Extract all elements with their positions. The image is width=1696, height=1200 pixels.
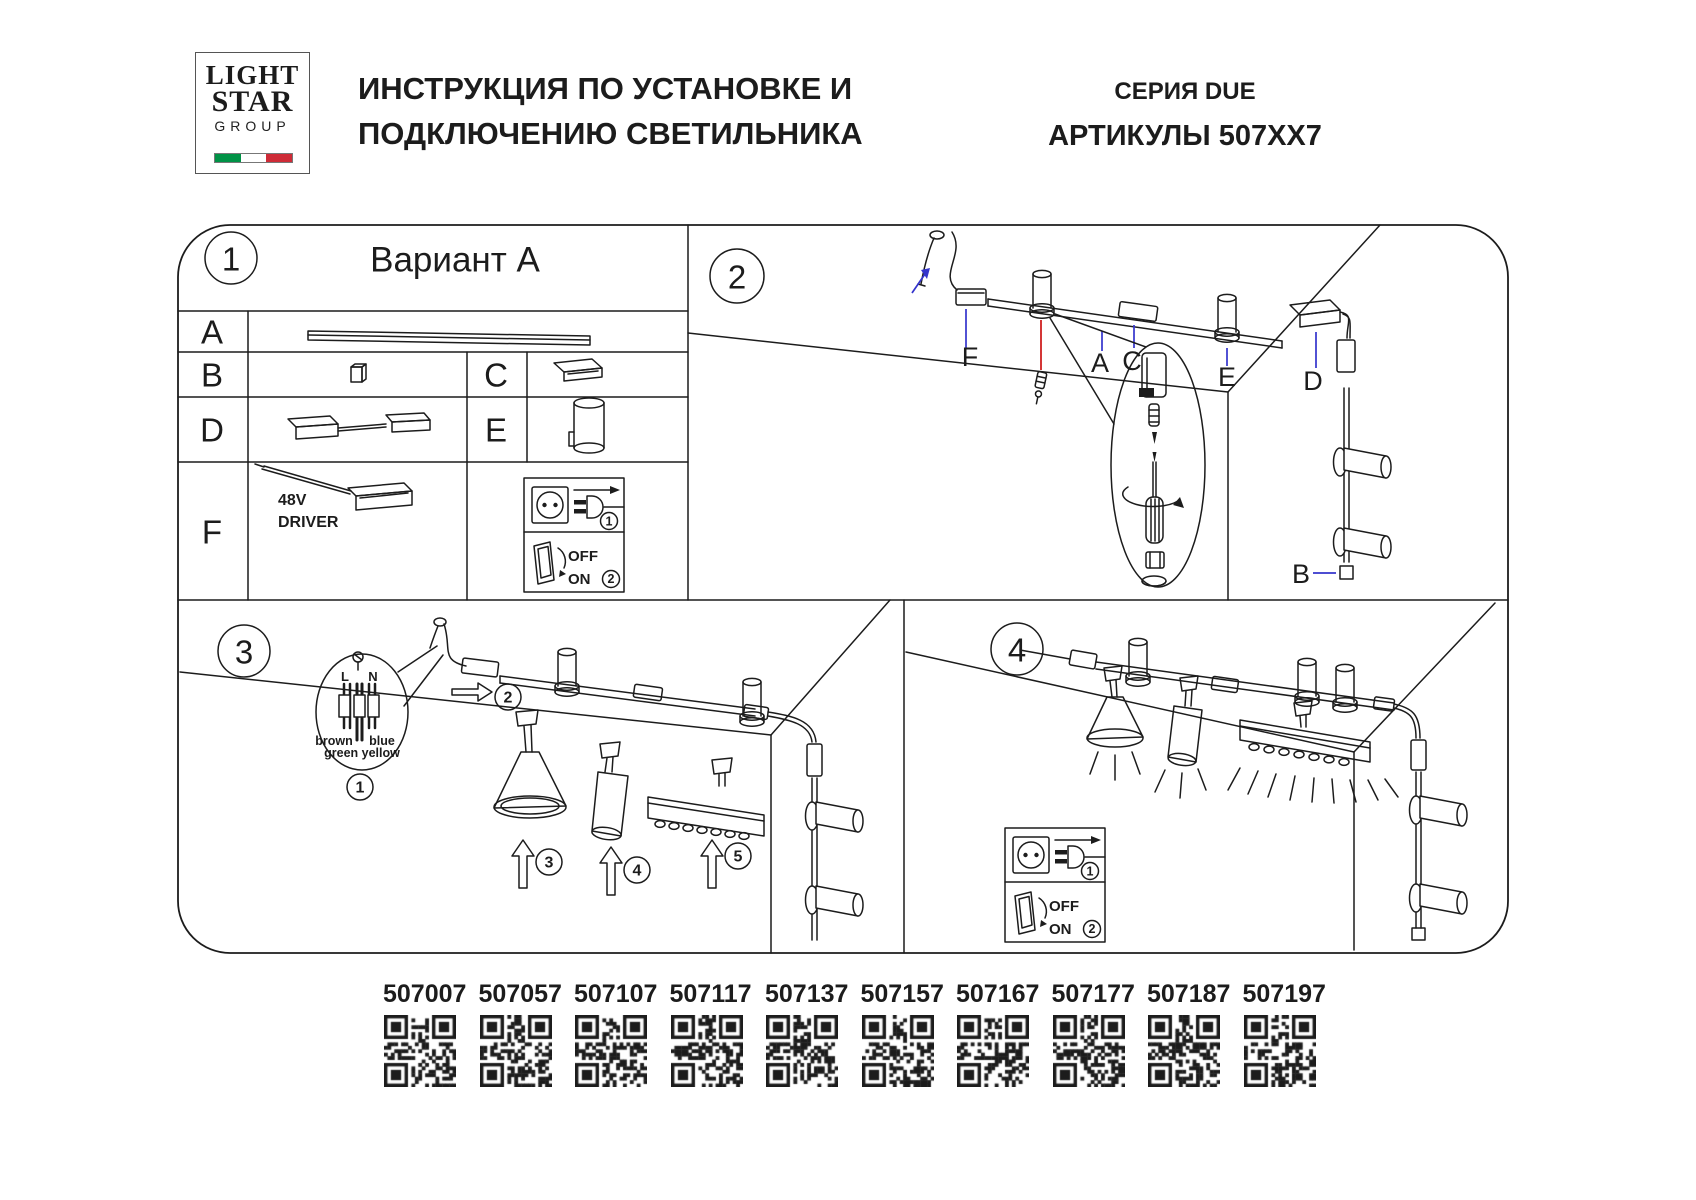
power-steps-iconbox xyxy=(524,478,624,592)
article-item xyxy=(574,980,658,1087)
driver-voltage: 48V xyxy=(278,492,307,509)
label-f: F xyxy=(961,342,979,372)
article-qr-code xyxy=(862,1015,934,1087)
screw-anchor-icon xyxy=(1032,371,1047,404)
wire-n-label: N xyxy=(368,669,378,684)
label-a: A xyxy=(1090,348,1110,378)
panel-1-parts-table xyxy=(178,232,688,600)
wall-track-panel3 xyxy=(743,704,863,940)
plug-step-number: 1 xyxy=(605,514,613,529)
driver-on-ceiling xyxy=(956,289,986,305)
article-item xyxy=(765,980,849,1087)
panel-3-wiring-install xyxy=(180,600,890,953)
title-line-1: ИНСТРУКЦИЯ ПО УСТАНОВКЕ И xyxy=(358,71,853,106)
article-item xyxy=(1051,980,1135,1087)
part-d-corner-connector-icon xyxy=(288,413,430,439)
panel-4-finished-system xyxy=(906,603,1495,950)
panel-1-number: 1 xyxy=(221,240,241,278)
label-c: C xyxy=(1122,346,1142,376)
label-d: D xyxy=(1303,366,1323,396)
pull-direction-arrow-icon xyxy=(912,268,930,293)
variant-a-title: Вариант А xyxy=(370,240,540,280)
switch-step-number: 2 xyxy=(607,572,615,586)
wire-blue-label: blue xyxy=(369,734,395,748)
article-number: 507197 xyxy=(1242,980,1326,1008)
article-number: 507177 xyxy=(1051,980,1135,1008)
step-5-number: 5 xyxy=(733,848,743,866)
articles-title: АРТИКУЛЫ 507XX7 xyxy=(1048,120,1322,152)
article-item xyxy=(956,980,1040,1087)
cylinder-spotlight xyxy=(591,742,628,841)
article-number: 507107 xyxy=(574,980,658,1008)
wiring-detail-magnifier xyxy=(315,652,408,770)
article-number: 507157 xyxy=(860,980,944,1008)
article-qr-code xyxy=(384,1015,456,1087)
label-e: E xyxy=(1217,362,1237,392)
article-item xyxy=(860,980,944,1087)
mounting-detail-magnifier xyxy=(1111,343,1205,587)
row-label-d: D xyxy=(200,411,224,449)
wire-l-label: L xyxy=(341,669,349,684)
part-b-endcap-icon xyxy=(351,364,366,382)
article-number: 507007 xyxy=(383,980,467,1008)
cone-spotlight-lit xyxy=(1087,666,1143,780)
row-label-a: A xyxy=(200,313,224,351)
logo-word-star: STAR xyxy=(211,85,294,118)
frame xyxy=(178,225,1508,953)
article-item xyxy=(383,980,467,1087)
cylinder-spotlight-lit xyxy=(1155,676,1206,798)
linear-light xyxy=(648,758,764,839)
article-qr-code xyxy=(1244,1015,1316,1087)
screwdriver-icon xyxy=(1123,452,1184,543)
article-number: 507057 xyxy=(478,980,562,1008)
logo-word-light: LIGHT xyxy=(205,60,300,90)
article-number: 507187 xyxy=(1147,980,1231,1008)
step-4-number: 4 xyxy=(632,862,642,880)
row-label-f: F xyxy=(201,513,223,551)
title-line-2: ПОДКЛЮЧЕНИЮ СВЕТИЛЬНИКА xyxy=(358,116,863,151)
track-mount-icon xyxy=(1030,270,1054,318)
switch-step-number-2: 2 xyxy=(1088,922,1096,936)
article-qr-code xyxy=(480,1015,552,1087)
article-qr-code xyxy=(957,1015,1029,1087)
article-item xyxy=(1242,980,1326,1087)
row-label-b: B xyxy=(200,356,224,394)
panel-2-mounting xyxy=(688,225,1391,600)
step-5-arrow-icon xyxy=(701,840,723,888)
step-4-arrow-icon xyxy=(600,847,622,895)
article-qr-code xyxy=(1053,1015,1125,1087)
step-1-number: 1 xyxy=(355,779,365,797)
part-a-track-icon xyxy=(308,331,590,345)
step-2-arrow-icon xyxy=(452,683,492,701)
wire-green-yellow-label: green yellow xyxy=(324,746,400,760)
article-number: 507167 xyxy=(956,980,1040,1008)
article-item xyxy=(1147,980,1231,1087)
cone-spotlight xyxy=(494,710,566,818)
linear-light-lit xyxy=(1228,701,1398,803)
track-mount-e-icon xyxy=(1215,294,1239,342)
article-item xyxy=(478,980,562,1087)
step-3-arrow-icon xyxy=(512,840,534,888)
article-number: 507137 xyxy=(765,980,849,1008)
panel-3-number: 3 xyxy=(234,633,254,671)
driver-word: DRIVER xyxy=(278,514,339,531)
article-qr-code xyxy=(766,1015,838,1087)
power-steps-iconbox-2 xyxy=(1005,828,1105,942)
plug-step-number-2: 1 xyxy=(1086,864,1094,879)
article-qr-code xyxy=(1148,1015,1220,1087)
panel-2-number: 2 xyxy=(727,258,747,296)
row-label-e: E xyxy=(484,411,508,449)
logo-word-group: GROUP xyxy=(214,118,291,134)
switch-off-label-2: OFF xyxy=(1049,898,1079,915)
wall-track-with-lamps xyxy=(1334,388,1392,579)
article-number: 507117 xyxy=(669,980,752,1008)
ceiling-hook-2-icon xyxy=(430,618,446,648)
step-3-number: 3 xyxy=(544,854,554,872)
corner-connector-d xyxy=(1290,300,1355,372)
panel-4-number: 4 xyxy=(1007,631,1027,669)
wire-brown-label: brown xyxy=(315,734,353,748)
wall-track-panel4 xyxy=(1394,704,1467,940)
switch-off-label: OFF xyxy=(568,548,598,565)
switch-on-label: ON xyxy=(568,571,591,588)
part-c-connector-icon xyxy=(554,359,602,381)
part-e-mount-icon xyxy=(569,398,604,453)
article-qr-code xyxy=(671,1015,743,1087)
row-label-c: C xyxy=(484,356,508,394)
switch-on-label-2: ON xyxy=(1049,921,1072,938)
step-2-number: 2 xyxy=(503,689,513,707)
driver-box xyxy=(461,658,499,677)
label-b: B xyxy=(1291,559,1311,589)
series-name: СЕРИЯ DUE xyxy=(1114,78,1256,105)
article-qr-code xyxy=(575,1015,647,1087)
article-item xyxy=(669,980,752,1087)
